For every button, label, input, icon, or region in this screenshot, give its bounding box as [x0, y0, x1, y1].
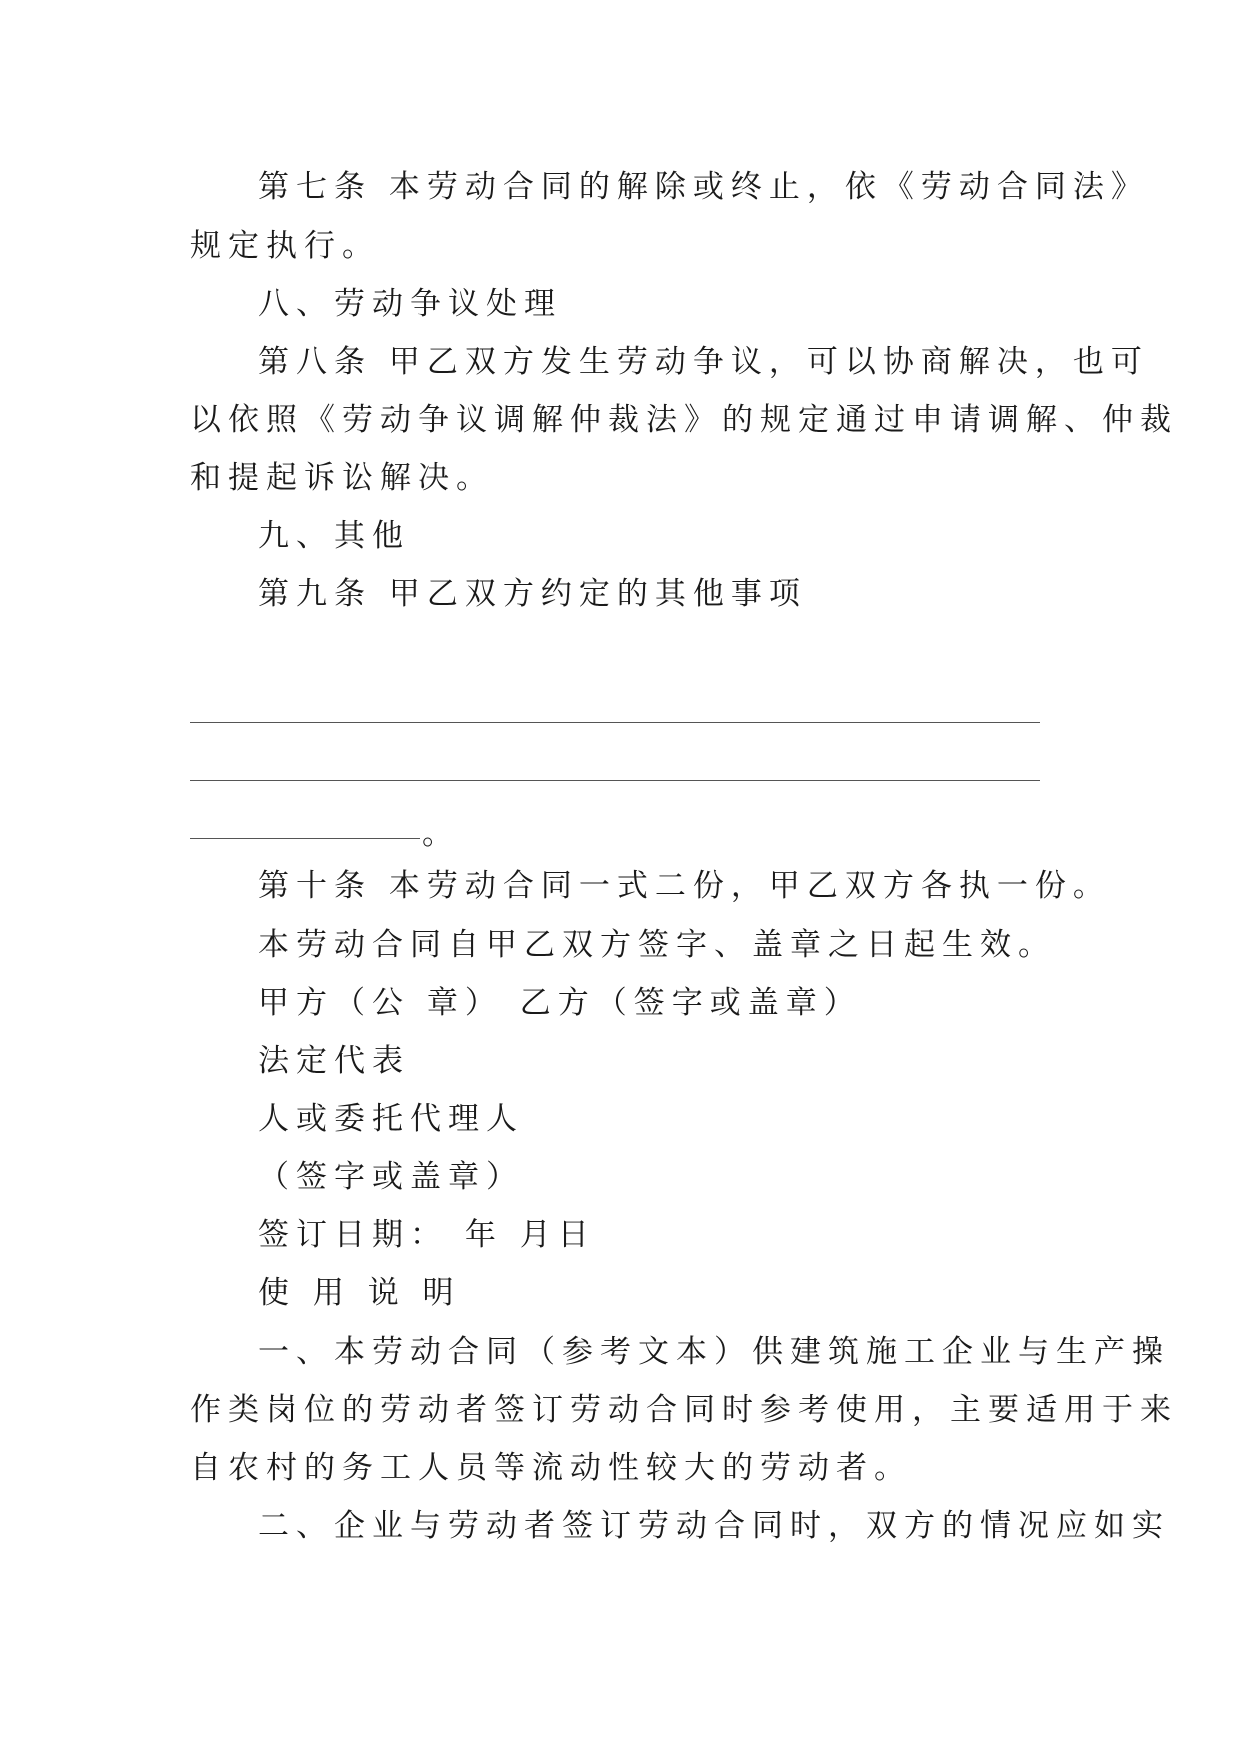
instruction-1-line-1: 一、本劳动合同（参考文本）供建筑施工企业与生产操	[258, 1334, 1170, 1370]
effective-clause: 本劳动合同自甲乙双方签字、盖章之日起生效。	[258, 927, 1056, 963]
fill-in-blank-line-3	[190, 838, 420, 839]
article-7-line-1: 第七条 本劳动合同的解除或终止，依《劳动合同法》	[258, 169, 1149, 205]
blank-end-punctuation: 。	[422, 816, 453, 852]
article-8-line-1: 第八条 甲乙双方发生劳动争议，可以协商解决，也可	[258, 344, 1149, 380]
authorized-agent-label: 人或委托代理人	[258, 1101, 524, 1137]
article-8-line-3: 和提起诉讼解决。	[190, 460, 494, 496]
section-8-heading: 八、劳动争议处理	[258, 286, 562, 322]
instructions-heading: 使 用 说 明	[258, 1275, 461, 1311]
instruction-1-line-2: 作类岗位的劳动者签订劳动合同时参考使用，主要适用于来	[190, 1392, 1178, 1428]
signing-date-label: 签订日期： 年 月日	[258, 1217, 596, 1253]
signature-parties: 甲方（公 章） 乙方（签字或盖章）	[258, 985, 862, 1021]
article-10-line-1: 第十条 本劳动合同一式二份，甲乙双方各执一份。	[258, 868, 1111, 904]
article-7-line-2: 规定执行。	[190, 228, 380, 264]
section-9-heading: 九、其他	[258, 518, 410, 554]
instruction-1-line-3: 自农村的务工人员等流动性较大的劳动者。	[190, 1450, 912, 1486]
fill-in-blank-line-2	[190, 780, 1040, 781]
sign-or-seal-label: （签字或盖章）	[258, 1159, 524, 1195]
fill-in-blank-line-1	[190, 722, 1040, 723]
instruction-2-line-1: 二、企业与劳动者签订劳动合同时，双方的情况应如实	[258, 1508, 1170, 1544]
legal-representative-label: 法定代表	[258, 1043, 410, 1079]
article-8-line-2: 以依照《劳动争议调解仲裁法》的规定通过申请调解、仲裁	[190, 402, 1178, 438]
article-9-line-1: 第九条 甲乙双方约定的其他事项	[258, 576, 807, 612]
